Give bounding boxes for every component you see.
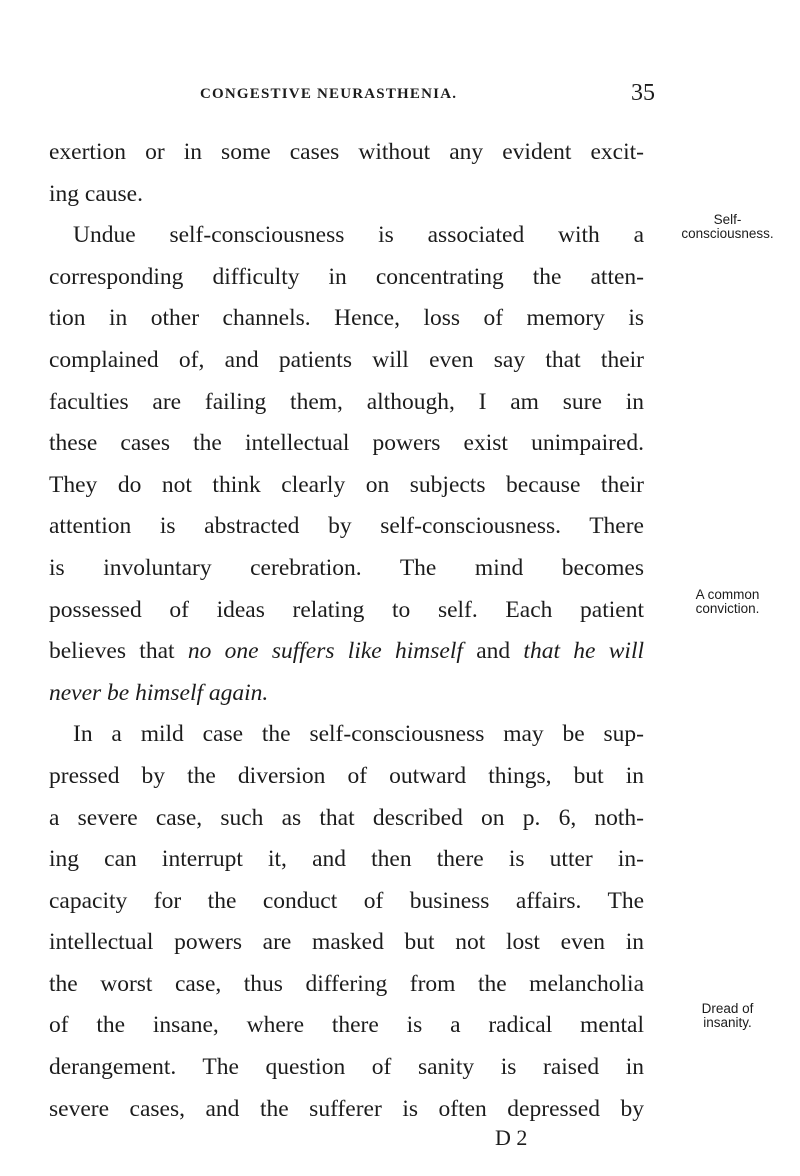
text-line: attention is abstracted by self-consciousness. There (49, 513, 644, 540)
text-line: tion in other channels. Hence, loss of memory is (49, 305, 644, 332)
text-plain: believes that (49, 638, 188, 665)
text-line: these cases the intellectual powers exist unimpaired. (49, 430, 644, 457)
text-line: the worst case, thus differing from the melancholia (49, 970, 644, 997)
italic-phrase: no one suffers like himself (187, 638, 463, 665)
sidenote-line: Dread of (701, 1001, 754, 1016)
text-line: pressed by the diversion of outward things, but in (49, 762, 644, 789)
sidenote-dread-of-insanity (660, 1002, 795, 1030)
text-line-with-italics (49, 631, 644, 673)
text-line: derangement. The question of sanity is raised in (49, 1054, 644, 1081)
text-line: complained of, and patients will even say that their (49, 346, 644, 373)
text-line: They do not think clearly on subjects because their (49, 471, 644, 498)
page-number: 35 (631, 80, 655, 106)
text-line: In a mild case the self-consciousness may be sup- (73, 721, 644, 748)
signature-mark: D 2 (495, 1125, 528, 1150)
running-head: CONGESTIVE NEURASTHENIA. (200, 86, 458, 102)
italic-phrase: that he will (523, 638, 645, 665)
sidenote-common-conviction (660, 588, 795, 616)
sidenote-line: A common (695, 587, 760, 602)
text-line: exertion or in some cases without any evident excit- (49, 139, 644, 165)
text-line: of the insane, where there is a radical mental (49, 1012, 644, 1039)
sidenote-line: conviction. (695, 601, 760, 616)
sidenote-self-consciousness (660, 213, 795, 241)
body-text (49, 132, 644, 1130)
text-line: intellectual powers are masked but not lost even in (49, 929, 644, 956)
text-line: possessed of ideas relating to self. Each patient (49, 596, 644, 623)
text-line: is involuntary cerebration. The mind becomes (49, 554, 644, 581)
text-line: capacity for the conduct of business affairs. The (49, 887, 644, 914)
page-header (200, 80, 655, 116)
sidenote-line: insanity. (703, 1015, 752, 1030)
text-line: never be himself again. (49, 679, 269, 706)
text-plain: and (462, 638, 524, 665)
text-line: a severe case, such as that described on p. 6, noth- (49, 804, 644, 831)
sidenote-line: consciousness. (681, 226, 774, 241)
text-line: ing cause. (49, 180, 143, 207)
text-line: Undue self-consciousness is associated with a (73, 222, 644, 249)
text-line: ing can interrupt it, and then there is utter in- (49, 846, 644, 873)
text-line: severe cases, and the sufferer is often depressed by (49, 1095, 644, 1122)
text-line: corresponding difficulty in concentrating the atten- (49, 263, 644, 290)
text-line: faculties are failing them, although, I am sure in (49, 388, 644, 415)
sidenote-line: Self- (713, 212, 742, 227)
